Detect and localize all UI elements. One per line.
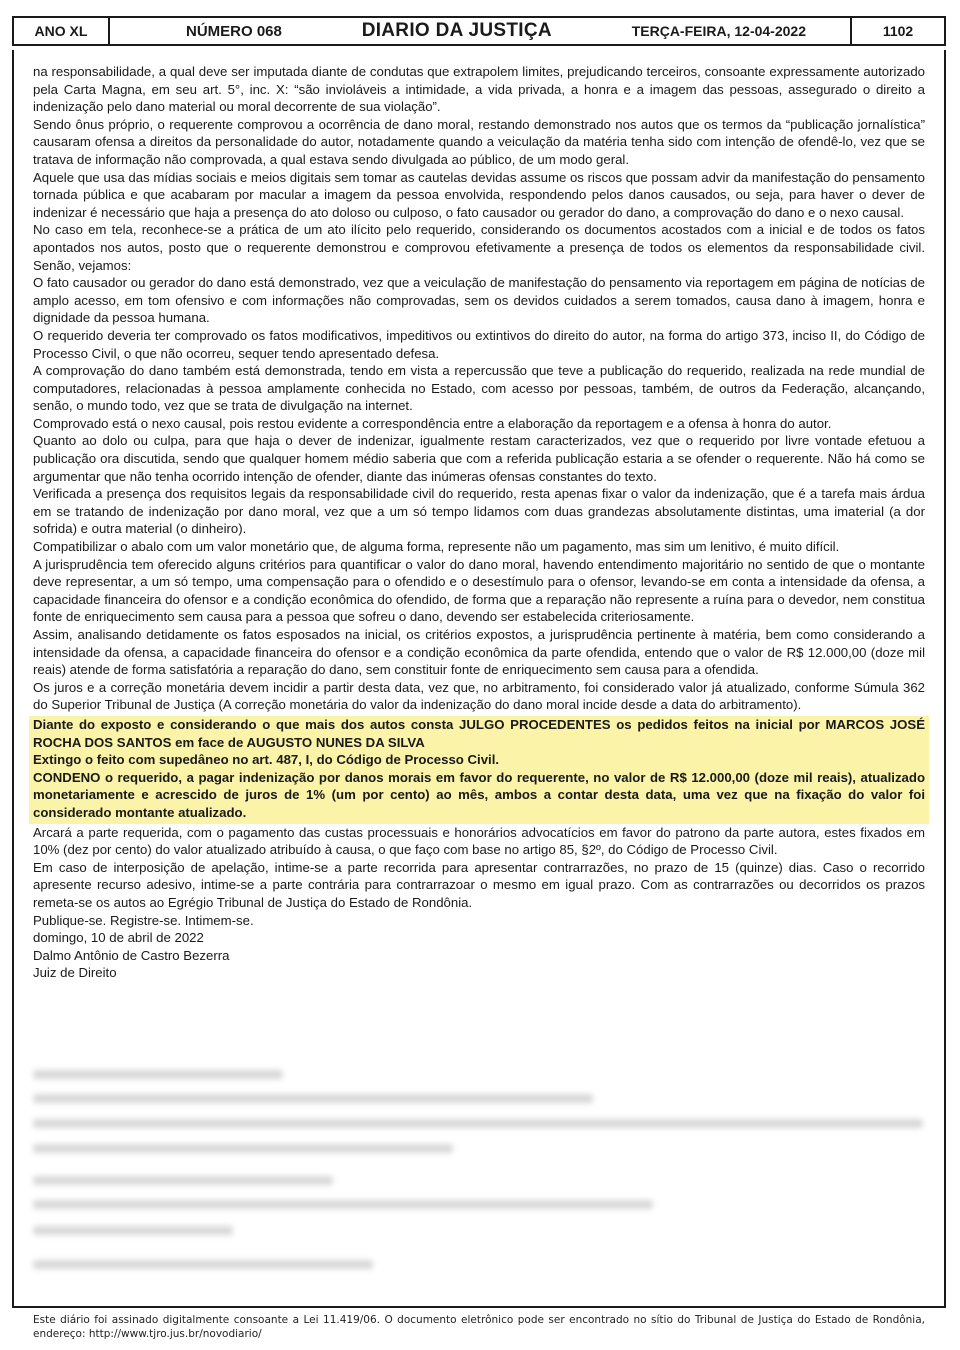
page-number: 1102 (882, 23, 914, 39)
title-bar (110, 16, 850, 46)
paragraph: Assim, analisando detidamente os fatos esposados na inicial, os critérios expostos, a jurisprudência pertinente à matéria, bem como considerando a intensidade da ofensa, a capacidade financeira do ofensor e a condição econômica da parte ofendida, entendo que o valor de R$ 12.000,00 (doze mil reais) atende de forma satisfatória a reparação do dano, sem constituir fonte de enriquecimento sem causa para a ofendida. (33, 627, 925, 678)
paragraph: Verificada a presença dos requisitos legais da responsabilidade civil do requerido, resta apenas fixar o valor da indenização, que é a tarefa mais árdua em se tratando de indenização por dano moral, vez que a um só tempo lidamos com duas grandezas absolutamente distintas, uma imaterial (a dor sofrida) e outra material (o dinheiro). (33, 486, 925, 537)
page-number-box (850, 16, 946, 46)
paragraph: No caso em tela, reconhece-se a prática de um ato ilícito pelo requerido, considerando os documentos acostados com a inicial e de todos os fatos apontados nos autos, posto que o requerente demonstrou e comprovou efetivamente a presença de todos os elementos da responsabilidade civil. Senão, vejamos: (33, 222, 925, 273)
page-header (12, 16, 946, 50)
verdict-paragraph: CONDENO o requerido, a pagar indenização por danos morais em favor do requerente, no valor de R$ 12.000,00 (doze mil reais), atualizado monetariamente e acrescido de juros de 1% (um por cento) ao mês, ambos a contar desta data, uma vez que na fixação do valor foi considerado montante atualizado. (33, 769, 925, 820)
journal-title: DIARIO DA JUSTIÇA (361, 20, 552, 41)
redacted-blurred-section (33, 1064, 928, 1294)
highlighted-verdict (29, 716, 929, 824)
paragraph: Compatibilizar o abalo com um valor monetário que, de alguma forma, represente não um pagamento, mas sim um lenitivo, é muito difícil. (33, 539, 840, 555)
verdict-paragraph: Extingo o feito com supedâneo no art. 487, I, do Código de Processo Civil. (33, 752, 500, 768)
issue-number: NÚMERO 068 (186, 22, 282, 40)
paragraph: O fato causador ou gerador do dano está demonstrado, vez que a veiculação de manifestação do pensamento via reportagem em página de notícias de amplo acesso, em tom ofensivo e com informações não comprovadas, sem os devidos cuidados a serem tomados, causa dano à imagem, honra e dignidade da pessoa humana. (33, 275, 925, 326)
verdict-paragraph: Diante do exposto e considerando o que mais dos autos consta JULGO PROCEDENTES os pedidos feitos na inicial por MARCOS JOSÉ ROCHA DOS SANTOS em face de AUGUSTO NUNES DA SILVA (33, 716, 925, 750)
judge-role: Juiz de Direito (33, 965, 117, 981)
paragraph: Quanto ao dolo ou culpa, para que haja o dever de indenizar, igualmente restam caracterizados, vez que o requerido por livre vontade efetuou a publicação ora discutida, sendo que qualquer homem médio saberia que com a referida publicação estaria a se ofender o requerente. Não há como se argumentar que não tenha ocorrido intenção de ofender, diante das inúmeras ofensas constantes do texto. (33, 433, 925, 484)
paragraph: Comprovado está o nexo causal, pois restou evidente a correspondência entre a elaboração da reportagem e a ofensa à honra do autor. (33, 415, 832, 431)
judge-name: Dalmo Antônio de Castro Bezerra (33, 947, 230, 963)
year-box (12, 16, 110, 46)
paragraph: Em caso de interposição de apelação, intime-se a parte recorrida para apresentar contrarrazões, no prazo de 15 (quinze) dias. Caso o recorrido apresente recurso adesivo, intime-se a parte contrária para contrarrazoar o mesmo em igual prazo. Com as contrarrazões ou decorridos os prazos remeta-se os autos ao Egrégio Tribunal de Justiça do Estado de Rondônia. (33, 859, 925, 910)
issue-date: TERÇA-FEIRA, 12-04-2022 (631, 23, 806, 39)
paragraph: Arcará a parte requerida, com o pagamento das custas processuais e honorários advocatícios em favor do patrono da parte autora, estes fixados em 10% (dez por cento) do valor atualizado atribuído à causa, o que faço com base no artigo 85, §2º, do Código de Processo Civil. (33, 824, 925, 858)
document-body (33, 63, 925, 982)
year-label: ANO XL (34, 23, 88, 39)
paragraph: na responsabilidade, a qual deve ser imputada diante de condutas que extrapolem limites, prejudicando terceiros, consoante expressamente autorizado pela Carta Magna, em seu art. 5°, inc. X: “são invioláveis a intimidade, a vida privada, a honra e a imagem das pessoas, assegurado o direito a indenização pelo dano material ou moral decorrente de sua violação”. (33, 64, 925, 115)
paragraph: O requerido deveria ter comprovado os fatos modificativos, impeditivos ou extintivos do direito do autor, na forma do artigo 373, inciso II, do Código de Processo Civil, o que não ocorreu, sequer tendo apresentado defesa. (33, 327, 925, 361)
paragraph: Os juros e a correção monetária devem incidir a partir desta data, vez que, no arbitramento, foi considerado valor já atualizado, conforme Súmula 362 do Superior Tribunal de Justiça (A correção monetária do valor da indenização do dano moral incide desde a data do arbitramento). (33, 679, 925, 713)
page-footer (33, 1313, 925, 1341)
footer-notice: Este diário foi assinado digitalmente consoante a Lei 11.419/06. O documento eletrônico pode ser encontrado no sítio do Tribunal de Justiça do Estado de Rondônia, endereço: http://www.tjro.jus.br/novodiario/ (33, 1314, 925, 1340)
paragraph: Aquele que usa das mídias sociais e meios digitais sem tomar as cautelas devidas assume os riscos que possam advir da manifestação do pensamento tornada pública e que acabaram por macular a imagem da pessoa envolvida, respondendo pelos danos causados, ou seja, para haver o dever de indenizar é necessário que haja a presença do ato doloso ou culposo, o fato causador ou gerador do dano, a comprovação do dano e o nexo causal. (33, 169, 925, 220)
paragraph: A jurisprudência tem oferecido alguns critérios para quantificar o valor do dano moral, havendo entendimento majoritário no sentido de que o montante deve representar, a um só tempo, uma compensação para o ofendido e o desestímulo para o ofensor, levando-se em conta a intensidade da ofensa, a capacidade financeira do ofensor e a condição econômica do ofendido, de forma que a reparação não represente a ruína para o devedor, nem constitua fonte de enriquecimento sem causa para a pessoa que sofreu o dano, devendo ser estabelecida criteriosamente. (33, 556, 925, 625)
signature-date: domingo, 10 de abril de 2022 (33, 930, 204, 946)
paragraph: Sendo ônus próprio, o requerente comprovou a ocorrência de dano moral, restando demonstrado nos autos que os termos da “publicação jornalística” causaram ofensa a direitos da personalidade do autor, notadamente quando a veiculação da matéria tenha sido com intenção de ofendê-lo, vez que se tratava de informação não comprovada, a qual estava sendo divulgada ao público, de um modo geral. (33, 116, 925, 167)
paragraph: A comprovação do dano também está demonstrada, tendo em vista a repercussão que teve a publicação do requerido, realizada na rede mundial de computadores, relacionadas à pessoa amplamente conhecida no Estado, com acesso por pessoas, também, de outros da Federação, alcançando, senão, o mundo todo, vez que se trata de divulgação na internet. (33, 363, 925, 414)
paragraph: Publique-se. Registre-se. Intimem-se. (33, 912, 254, 928)
